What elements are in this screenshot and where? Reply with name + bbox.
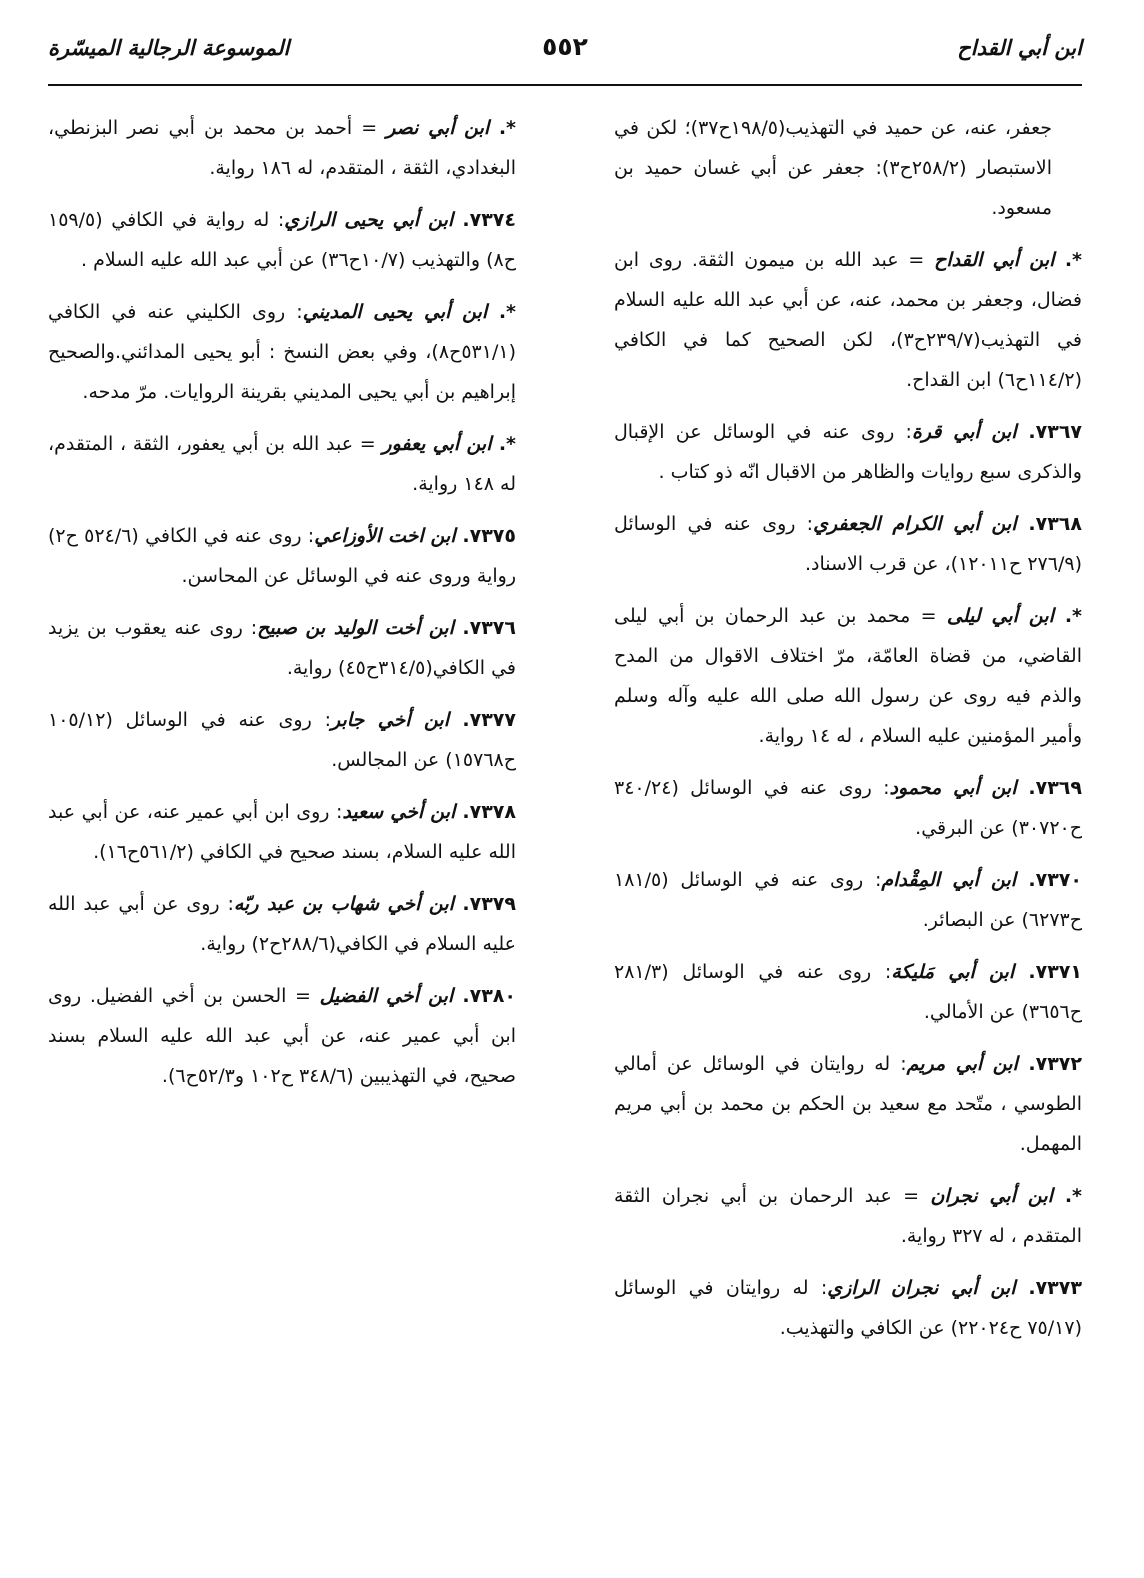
entry-text: : روى عن أبي عبد الله عليه السلام في الكافي(٢٨٨/٦ح٢) رواية. [48,893,516,955]
entry-number: ٧٣٧٠. [1016,869,1082,891]
entry-name: ابن أبي مَليكة [891,961,1015,983]
page-header [48,30,1082,86]
entry-number: ٧٣٦٨. [1016,513,1082,535]
entry-name: ابن أبي ليلى [946,605,1054,627]
entry-text: : روى الكليني عنه في الكافي (٥٣١/١ح٨)، وفي بعض النسخ : أبو يحيى المدائني.والصحيح إبراهيم بن أبي يحيى المديني بقرينة الروايات. مرّ مدحه. [48,301,516,403]
entry-number: ٧٣٧٥. [455,525,516,547]
biographical-entry [614,1044,1082,1164]
entry-name: ابن أبي القداح [934,249,1055,271]
entry-name: ابن أبي نصر [386,117,490,139]
biographical-entry [614,952,1082,1032]
entry-text: = عبد الرحمان بن أبي نجران الثقة المتقدم ، له ٣٢٧ رواية. [614,1185,1082,1247]
entry-number: *. [1053,605,1082,627]
entry-name: ابن أخي شهاب بن عبد ربّه [233,893,454,915]
entry-name: ابن أخي سعيد [342,801,456,823]
entry-name: ابن أخت الوليد بن صبيح [257,617,454,639]
biographical-entry [48,200,516,280]
biographical-entry [48,292,516,412]
text-columns [48,108,1082,1360]
biographical-entry [614,504,1082,584]
entry-text: : روى عنه في الكافي (٥٢٤/٦ ح٢) رواية وروى عنه في الوسائل عن المحاسن. [48,525,516,587]
entry-name: ابن اخت الأوزاعي [314,525,456,547]
entry-number: *. [489,117,516,139]
biographical-entry [614,1268,1082,1348]
biographical-entry [48,792,516,872]
biographical-entry [614,860,1082,940]
running-title-right: ابن أبي القداح [957,36,1082,60]
entry-name: ابن أبي قرة [911,421,1017,443]
biographical-entry [48,608,516,688]
biographical-entry [48,976,516,1096]
entry-number: *. [487,301,516,323]
running-title-left: الموسوعة الرجالية الميسّرة [48,36,290,60]
entry-number: ٧٣٦٩. [1016,777,1082,799]
entry-number: ٧٣٧٦. [453,617,516,639]
entry-text: = عبد الله بن أبي يعفور، الثقة ، المتقدم، له ١٤٨ رواية. [48,433,516,495]
entry-name: ابن أبي يعفور [382,433,492,455]
entry-text: : روى عنه في الوسائل (١٨١/٥ ح٦٢٧٣) عن البصائر. [614,869,1082,931]
entry-number: ٧٣٧٣. [1015,1277,1082,1299]
entry-text: : روى عنه يعقوب بن يزيد في الكافي(٣١٤/٥ح٤٥) رواية. [48,617,516,679]
entry-name: ابن أبي محمود [889,777,1017,799]
page-number: ٥٥٢ [542,32,588,61]
entry-name: ابن أبي نجران [930,1185,1053,1207]
entry-number: ٧٣٨٠. [453,985,516,1007]
entry-text: : له رواية في الكافي (١٥٩/٥ ح٨) والتهذيب (١٠/٧ح٣٦) عن أبي عبد الله عليه السلام . [48,209,516,271]
entry-name: ابن أبي الكرام الجعفري [813,513,1017,535]
entry-name: ابن أبي مريم [906,1053,1018,1075]
biographical-entry [48,424,516,504]
entry-number: *. [1054,249,1082,271]
entry-text: : روى عنه في الوسائل (٢٨١/٣ ح٣٦٥٦) عن الأمالي. [614,961,1082,1023]
entry-text: جعفر، عنه، عن حميد في التهذيب(١٩٨/٥ح٣٧)؛ لكن في الاستبصار (٢٥٨/٢ح٣): جعفر عن أبي غسان حميد بن مسعود. [614,117,1052,219]
entry-name: ابن أخي جابر [331,709,449,731]
right-column [614,108,1082,1360]
left-column [48,108,516,1360]
entry-text: : له روايتان في الوسائل عن أمالي الطوسي ، متّحد مع سعيد بن الحكم بن محمد بن أبي مريم المهمل. [614,1053,1082,1155]
biographical-entry [614,596,1082,756]
entry-number: ٧٣٧١. [1014,961,1082,983]
entry-text: = محمد بن عبد الرحمان بن أبي ليلى القاضي، من قضاة العامّة، مرّ اختلاف الاقوال من المدح والذم فيه روى عن رسول الله صلى الله عليه وآله وسلم وأمير المؤمنين عليه السلام ، له ١٤ رواية. [614,605,1082,747]
biographical-entry [614,412,1082,492]
entry-text: : روى ابن أبي عمير عنه، عن أبي عبد الله عليه السلام، بسند صحيح في الكافي (٥٦١/٢ح١٦). [48,801,516,863]
entry-text: : روى عنه في الوسائل (٣٤٠/٢٤ ح٣٠٧٢٠) عن البرقي. [614,777,1082,839]
entry-number: *. [1052,1185,1082,1207]
entry-number: ٧٣٧٩. [453,893,516,915]
entry-name: ابن أبي يحيى الرازي [284,209,454,231]
biographical-entry [614,108,1082,228]
entry-number: *. [491,433,516,455]
biographical-entry [48,700,516,780]
entry-text: : له روايتان في الوسائل (٧٥/١٧ ح٢٢٠٢٤) عن الكافي والتهذيب. [614,1277,1082,1339]
entry-number: ٧٣٧٨. [455,801,516,823]
entry-number: ٧٣٧٧. [448,709,516,731]
entry-name: ابن أبي يحيى المديني [302,301,488,323]
entry-number: ٧٣٧٢. [1017,1053,1082,1075]
entry-number: ٧٣٧٤. [453,209,516,231]
biographical-entry [614,1176,1082,1256]
entry-text: : روى عنه في الوسائل (١٠٥/١٢ ح١٥٧٦٨) عن المجالس. [48,709,516,771]
entry-number: ٧٣٦٧. [1016,421,1083,443]
biographical-entry [614,768,1082,848]
entry-text: = أحمد بن محمد بن أبي نصر البزنطي، البغدادي، الثقة ، المتقدم، له ١٨٦ رواية. [48,117,516,179]
entry-text: : روى عنه في الوسائل (٢٧٦/٩ ح١٢٠١١)، عن قرب الاسناد. [614,513,1082,575]
biographical-entry [48,108,516,188]
biographical-entry [48,516,516,596]
entry-text: : روى عنه في الوسائل عن الإقبال والذكرى سبع روايات والظاهر من الاقبال انّه ذو كتاب . [614,421,1082,483]
entry-text: = الحسن بن أخي الفضيل. روى ابن أبي عمير عنه، عن أبي عبد الله عليه السلام بسند صحيح، في التهذيبين (٣٤٨/٦ ح١٠٢ و٥٢/٣ح٦). [48,985,516,1087]
entry-text: = عبد الله بن ميمون الثقة. روى ابن فضال، وجعفر بن محمد، عنه، عن أبي عبد الله عليه السلام في التهذيب(٢٣٩/٧ح٣)، لكن الصحيح كما في الكافي (١١٤/٢ح٦) ابن القداح. [614,249,1082,391]
entry-name: ابن أبي المِقْدام [881,869,1017,891]
biographical-entry [614,240,1082,400]
entry-name: ابن أبي نجران الرازي [827,1277,1016,1299]
biographical-entry [48,884,516,964]
entry-name: ابن أخي الفضيل [319,985,454,1007]
